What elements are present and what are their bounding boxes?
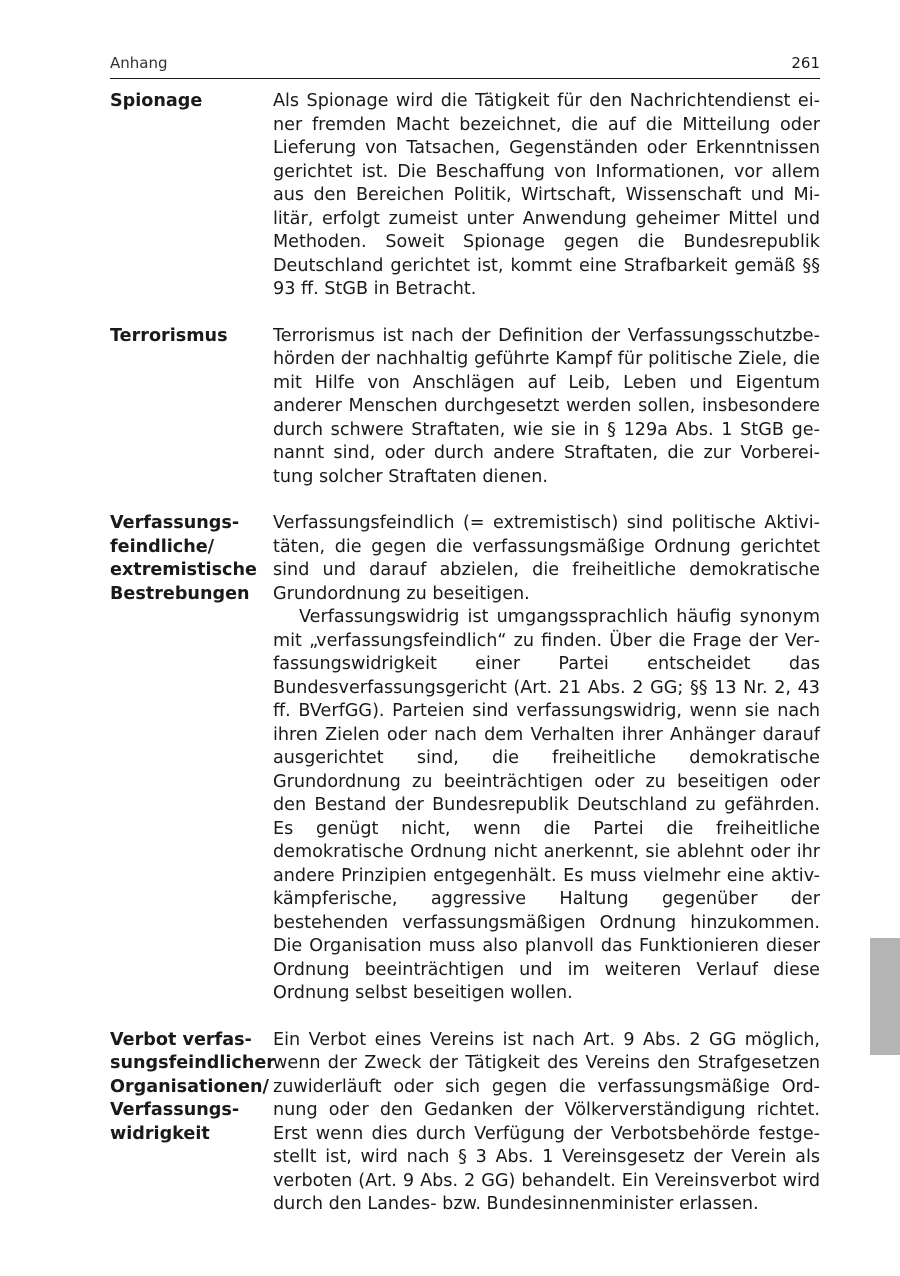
glossary-term: Spionage bbox=[110, 91, 203, 111]
page-number: 261 bbox=[791, 54, 820, 72]
definition-paragraph: Verfassungsfeindlich (= extremistisch) sind politische Aktivitäten, die gegen die verfassungsmäßige Ordnung gerichtet sind und darauf abzielen, die freiheitliche demokratische Grundordnung zu beseitigen. bbox=[273, 513, 820, 604]
glossary-term: Verfassungs- feindliche/ extremistische Bestrebungen bbox=[110, 513, 257, 604]
glossary-definition bbox=[273, 512, 820, 1006]
definition-paragraph: Als Spionage wird die Tätigkeit für den Nachrichtendienst einer fremden Macht bezeichnet, die auf die Mitteilung oder Lieferung von Tatsachen, Gegenständen oder Erkenntnissen gerichtet ist. Die Beschaffung von Informationen, vor allem aus den Bereichen Politik, Wirtschaft, Wissenschaft und Militär, erfolgt zumeist unter Anwendung geheimer Mittel und Methoden. Soweit Spionage gegen die Bundesrepublik Deutschland gerichtet ist, kommt eine Strafbarkeit gemäß §§ 93 ff. StGB in Betracht. bbox=[273, 91, 820, 299]
glossary-term: Terrorismus bbox=[110, 325, 228, 346]
running-header bbox=[110, 52, 820, 79]
definition-paragraph: Ein Verbot eines Vereins ist nach Art. 9 Abs. 2 GG möglich, wenn der Zweck der Tätigkeit des Vereins den Strafgesetzen zuwiderläuft oder sich gegen die verfassungsmäßige Ordnung oder den Gedanken der Völkerverständigung richtet. Erst wenn dies durch Verfügung der Verbotsbehörde festgestellt ist, wird nach § 3 Abs. 1 Vereinsgesetz der Verein als verboten (Art. 9 Abs. 2 GG) behandelt. Ein Vereinsverbot wird durch den Landes- bzw. Bundesinnenminister erlassen. bbox=[273, 1029, 820, 1214]
glossary-entry-terrorismus bbox=[110, 325, 820, 490]
glossary-term: Verbot verfas- sungsfeindlicher Organisationen/ Verfassungs- widrigkeit bbox=[110, 1029, 275, 1144]
definition-paragraph: Verfassungswidrig ist umgangssprachlich häufig synonym mit „verfassungsfeindlich“ zu finden. Über die Frage der Verfassungswidrigkeit einer Partei entscheidet das Bundesverfassungsgericht (Art. 21 Abs. 2 GG; §§ 13 Nr. 2, 43 ff. BVerfGG). Parteien sind verfassungswidrig, wenn sie nach ihren Zielen oder nach dem Verhalten ihrer Anhänger darauf ausgerichtet sind, die freiheitliche demokratische Grundordnung zu beeinträchtigen oder zu beseitigen oder den Bestand der Bundesrepublik Deutschland zu gefährden. Es genügt nicht, wenn die Partei die freiheitliche demokratische Ordnung nicht anerkennt, sie ablehnt oder ihr andere Prinzipien entgegenhält. Es muss vielmehr eine aktiv-kämpferische, aggressive Haltung gegenüber der bestehenden verfassungsmäßigen Ordnung hinzukommen. Die Organisation muss also planvoll das Funktionieren dieser Ordnung beeinträchtigen und im weiteren Verlauf diese Ordnung selbst beseitigen wollen. bbox=[273, 607, 820, 1003]
thumb-index-tab bbox=[870, 938, 900, 1055]
glossary-entry-verfassungsfeindliche-bestrebungen bbox=[110, 512, 820, 1006]
glossary-definition bbox=[273, 90, 820, 302]
definition-paragraph: Terrorismus ist nach der Definition der Verfassungsschutzbehörden der nachhaltig geführte Kampf für politische Ziele, die mit Hilfe von Anschlägen auf Leib, Leben und Eigentum anderer Menschen durchgesetzt werden sollen, insbesondere durch schwere Straftaten, wie sie in § 129a Abs. 1 StGB genannt sind, oder durch andere Straftaten, die zur Vorbereitung solcher Straftaten dienen. bbox=[273, 325, 820, 487]
glossary-entries bbox=[110, 90, 820, 1240]
glossary-entry-verbot-organisationen bbox=[110, 1029, 820, 1217]
glossary-definition bbox=[273, 1029, 820, 1217]
glossary-entry-spionage bbox=[110, 90, 820, 302]
section-title: Anhang bbox=[110, 54, 168, 72]
glossary-definition bbox=[273, 325, 820, 490]
